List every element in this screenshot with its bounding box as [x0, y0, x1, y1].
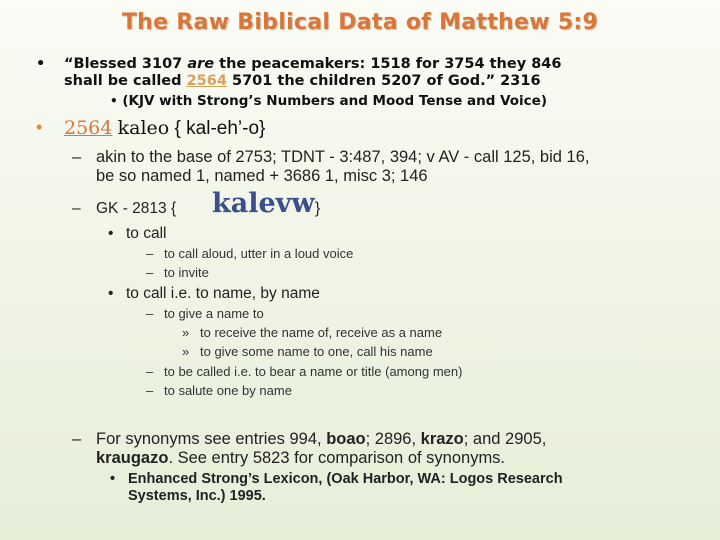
verse-text: the peacemakers: 1518 for 3754 they 846 — [214, 56, 562, 72]
kjv-bullet: • — [110, 94, 118, 108]
sub-dash: – — [146, 265, 154, 280]
sense-name-sub-1: to give a name to — [164, 306, 264, 321]
gk-line — [96, 200, 176, 218]
sub-sub-marker: » — [182, 325, 190, 340]
definition-line-2: be so named 1, named + 3686 1, misc 3; 146 — [96, 167, 428, 185]
synonym-kraugazo: kraugazo — [96, 449, 169, 467]
sense-bullet: • — [108, 285, 114, 302]
entry-heading — [64, 117, 265, 140]
sub-dash: – — [146, 306, 154, 321]
synonyms-dash: – — [72, 430, 82, 448]
sense-name-sub-2: to be called i.e. to bear a name or title (among men) — [164, 364, 463, 379]
sub-dash: – — [146, 246, 154, 261]
definition-dash: – — [72, 148, 82, 166]
pronunciation: { kal-eh’-o} — [174, 118, 266, 139]
verse-text: shall be called — [64, 73, 187, 89]
sense-call: to call — [126, 225, 167, 242]
definition-line-1: akin to the base of 2753; TDNT - 3:487, 394; v AV - call 125, bid 16, — [96, 148, 590, 166]
synonym-boao: boao — [326, 430, 366, 448]
synonyms-text: For synonyms see entries 994, — [96, 430, 327, 448]
citation-bullet: • — [110, 471, 116, 487]
verse-text: 5701 the children 5207 of God.” 2316 — [226, 73, 541, 89]
transliteration: kaleo — [117, 117, 170, 139]
gk-dash: – — [72, 200, 81, 217]
strongs-number: 2564 — [64, 117, 113, 139]
verse-line-2 — [64, 73, 541, 90]
entry-bullet: • — [36, 117, 43, 137]
sub-dash: – — [146, 383, 154, 398]
sense-name-sub-1a: to receive the name of, receive as a name — [200, 325, 443, 340]
verse-line-1 — [64, 56, 561, 73]
sense-name: to call i.e. to name, by name — [126, 285, 320, 302]
sub-dash: – — [146, 364, 154, 379]
verse-text: “Blessed 3107 — [64, 56, 188, 72]
synonyms-line-1 — [96, 429, 546, 449]
kjv-note-text: (KJV with Strong’s Numbers and Mood Tense and Voice) — [122, 93, 548, 109]
sense-call-sub-1: to call aloud, utter in a loud voice — [164, 246, 354, 261]
citation-line-2: Systems, Inc.) 1995. — [128, 488, 266, 504]
synonyms-text: ; 2896, — [365, 430, 421, 448]
sense-call-sub-2: to invite — [164, 265, 209, 280]
citation-line-1: Enhanced Strong’s Lexicon, (Oak Harbor, WA: Logos Research — [128, 471, 563, 487]
sense-name-sub-3: to salute one by name — [164, 383, 292, 398]
slide-title: The Raw Biblical Data of Matthew 5:9 — [121, 10, 599, 35]
sense-name-sub-1b: to give some name to one, call his name — [200, 344, 433, 359]
kjv-note — [110, 93, 547, 109]
sub-sub-marker: » — [182, 344, 190, 359]
greek-word: kalevw — [212, 188, 315, 219]
synonyms-text: ; and 2905, — [463, 430, 547, 448]
gk-suffix: } — [315, 200, 321, 217]
synonyms-text: . See entry 5823 for comparison of synonyms. — [168, 449, 506, 467]
verse-are: are — [187, 56, 215, 72]
strongs-2564-highlight: 2564 — [186, 73, 227, 89]
synonym-krazo: krazo — [420, 430, 464, 448]
verse-bullet: • — [36, 56, 46, 72]
gk-prefix: GK - 2813 { — [96, 200, 177, 217]
synonyms-line-2 — [96, 448, 505, 468]
sense-bullet: • — [108, 225, 114, 242]
